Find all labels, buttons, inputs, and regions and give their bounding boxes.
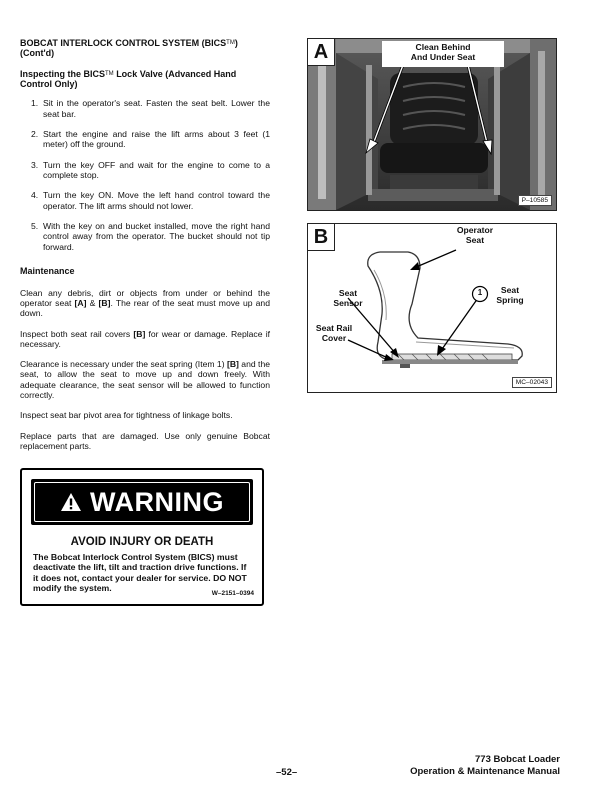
contd-label: (Cont'd) [20,48,55,59]
manual-footer: 773 Bobcat Loader Operation & Maintenance Manual [410,754,560,778]
maintenance-paragraph: Clean any debris, dirt or objects from under or behind the operator seat [A] & [B]. The rear of the seat must move up and down. [20,287,270,319]
inspect-steps [20,98,270,251]
figure-b [307,223,557,393]
warning-body: The Bobcat Interlock Control System (BICS) must deactivate the lift, tilt and traction drive functions. If it does not, contact your dealer for service. DO NOT modify the system. [33,552,247,594]
trademark-mark: TM [105,70,114,77]
maintenance-paragraph: Inspect seat bar pivot area for tightness of linkage bolts. [20,410,233,421]
maintenance-title: Maintenance [20,265,75,276]
seat-rail-cover-label: Seat Rail Cover [315,323,353,343]
list-item: 2. Start the engine and raise the lift arms about 3 feet (1 meter) off the ground. [31,129,270,150]
list-item: 4. Turn the key ON. Move the left hand control toward the operator. The lift arms should not lower. [31,190,270,211]
maintenance-paragraph: Clearance is necessary under the seat spring (Item 1) [B] and the seat, to allow the seat to move up and down freely. With adequate clearance, the seat sensor will be allowed to function correctly. [20,359,270,401]
list-item: 1. Sit in the operator's seat. Fasten the seat belt. Lower the seat bar. [31,98,270,119]
inspect-title: Inspecting the BICS™ Lock Valve (Advanced Hand Control Only) [20,68,237,90]
figure-a-code: P–10585 [518,195,552,206]
seat-sensor-label: Seat Sensor [333,288,363,308]
page-number: –52– [276,767,298,778]
figure-b-letter: B [308,224,335,251]
warning-code: W–2151–0394 [211,590,254,597]
maintenance-paragraph: Replace parts that are damaged. Use only genuine Bobcat replacement parts. [20,430,270,452]
figure-a [307,38,557,211]
maintenance-paragraph: Inspect both seat rail covers [B] for wear or damage. Replace if necessary. [20,328,270,349]
trademark-mark: TM [226,40,235,46]
operator-seat-label: Operator Seat [456,225,494,245]
warning-word: WARNING [90,486,224,517]
figure-b-code: MC–02043 [512,377,552,388]
warning-heading: AVOID INJURY OR DEATH [70,536,214,548]
item-number: 1 [477,288,483,297]
seat-spring-label: Seat Spring [496,285,524,305]
warning-banner [31,479,253,525]
section-title: BOBCAT INTERLOCK CONTROL SYSTEM (BICS™) (Cont'd) [20,38,238,59]
left-column [20,38,270,461]
clean-behind-label: Clean Behind And Under Seat [410,42,476,62]
warning-triangle-icon [60,492,82,512]
list-item: 3. Turn the key OFF and wait for the engine to come to a complete stop. [31,159,270,180]
warning-box [20,468,264,606]
list-item: 5. With the key on and bucket installed, move the right hand control away from the operator. The bucket should not tip forward. [31,220,270,252]
figure-a-letter: A [308,39,335,66]
